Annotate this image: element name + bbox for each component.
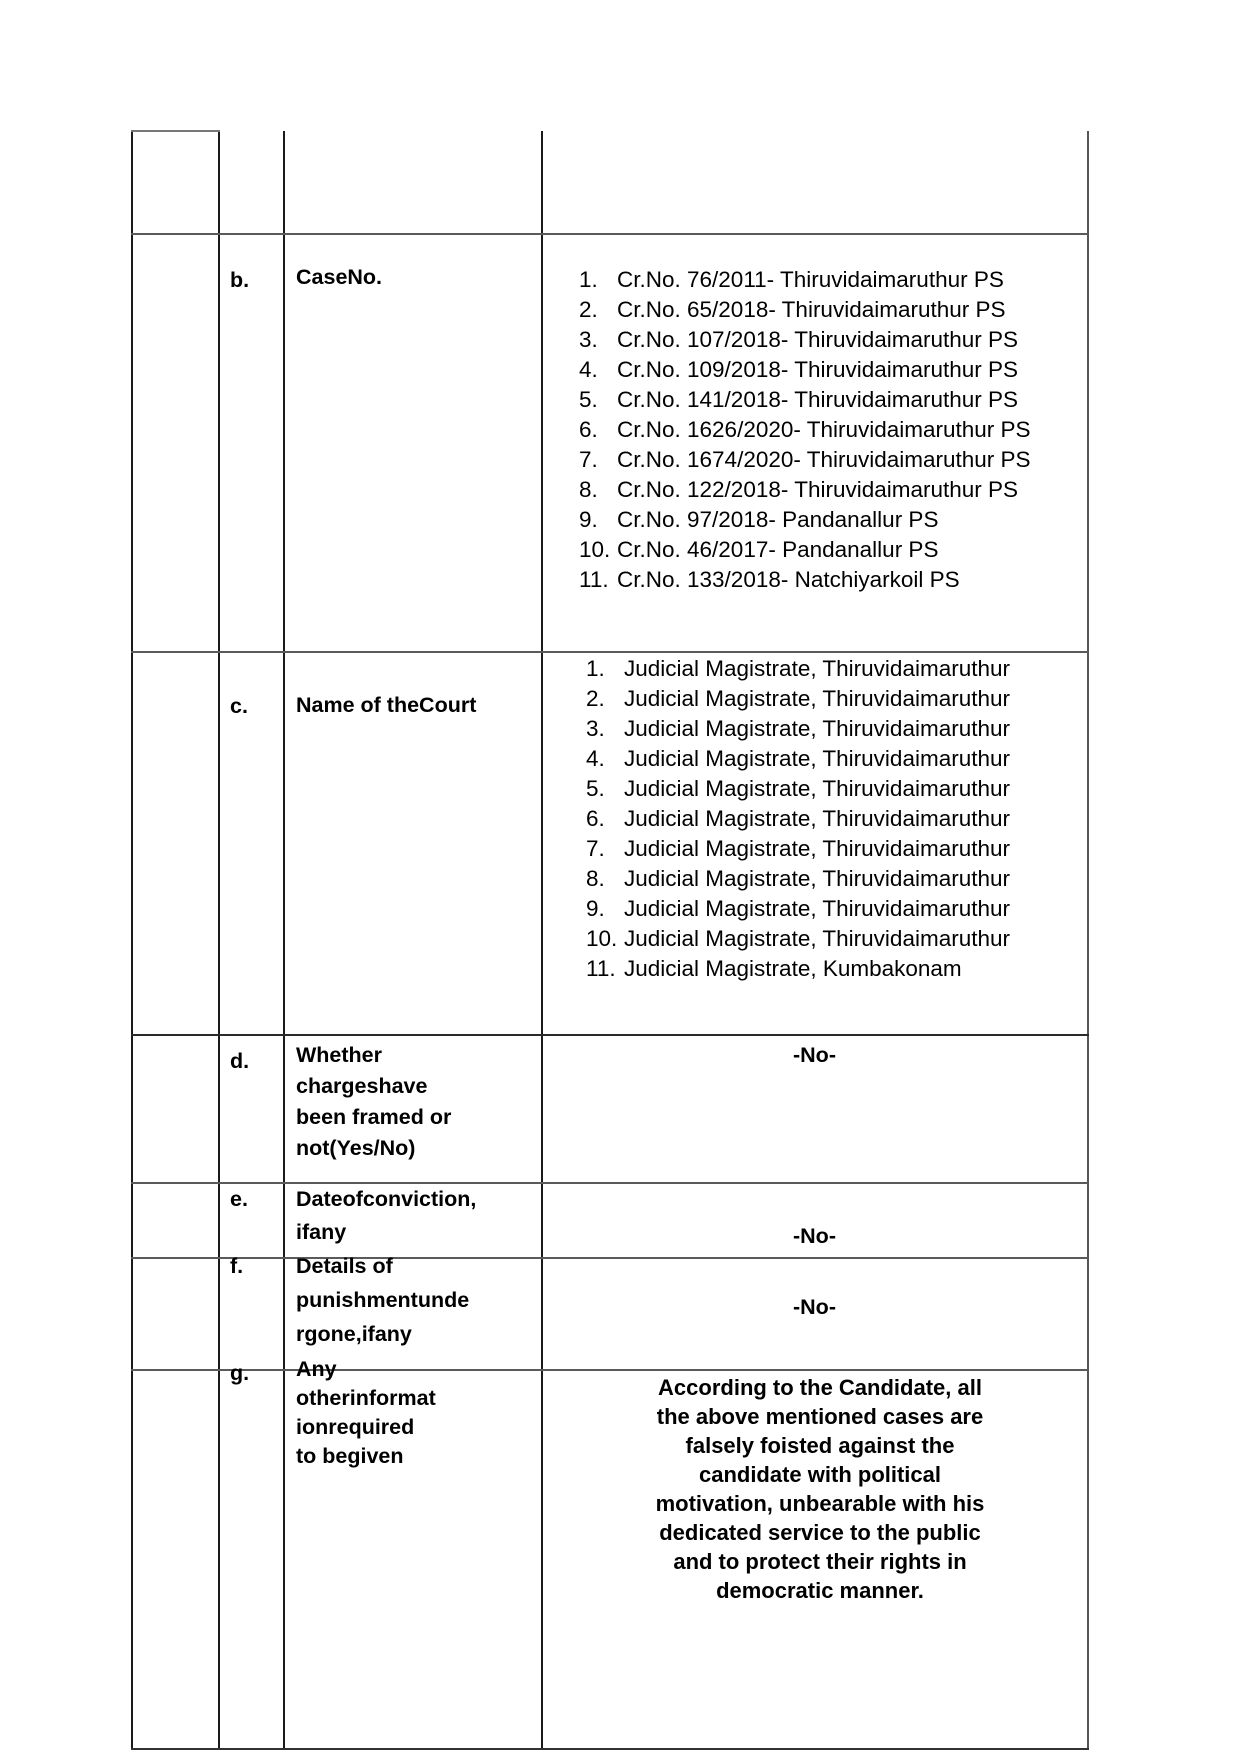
list-text: Judicial Magistrate, Thiruvidaimaruthur xyxy=(624,716,1010,741)
label-line: Any xyxy=(296,1357,337,1381)
row-border-de xyxy=(131,1182,1089,1184)
label-line: otherinformat xyxy=(296,1386,436,1410)
list-number: 9. xyxy=(579,507,598,532)
list-text: Judicial Magistrate, Thiruvidaimaruthur xyxy=(624,746,1010,771)
case-number-item xyxy=(579,415,1031,445)
list-text: Cr.No. 141/2018- Thiruvidaimaruthur PS xyxy=(617,387,1019,412)
court-name-item xyxy=(586,924,1010,954)
list-number: 6. xyxy=(586,806,605,831)
case-number-item xyxy=(579,295,1031,325)
row-border-top xyxy=(131,130,220,132)
label-line: Dateofconviction, xyxy=(296,1187,477,1211)
list-text: Judicial Magistrate, Thiruvidaimaruthur xyxy=(624,686,1010,711)
row-e-sno: e. xyxy=(230,1187,248,1211)
remark-line: According to the Candidate, all xyxy=(658,1375,982,1400)
list-text: Judicial Magistrate, Thiruvidaimaruthur xyxy=(624,926,1010,951)
list-text: Cr.No. 133/2018- Natchiyarkoil PS xyxy=(617,567,960,592)
row-g-label xyxy=(296,1355,436,1471)
list-text: Cr.No. 97/2018- Pandanallur PS xyxy=(617,507,939,532)
list-text: Judicial Magistrate, Thiruvidaimaruthur xyxy=(624,836,1010,861)
label-line: Whether xyxy=(296,1043,382,1067)
list-number: 1. xyxy=(586,656,605,681)
list-number: 3. xyxy=(586,716,605,741)
case-number-item xyxy=(579,325,1031,355)
remark-line: dedicated service to the public xyxy=(659,1520,981,1545)
court-name-item xyxy=(586,744,1010,774)
row-b-label: CaseNo. xyxy=(296,265,383,289)
list-number: 9. xyxy=(586,896,605,921)
list-number: 7. xyxy=(586,836,605,861)
list-text: Cr.No. 76/2011- Thiruvidaimaruthur PS xyxy=(617,267,1004,292)
row-f-value: -No- xyxy=(793,1295,836,1319)
court-name-item xyxy=(586,654,1010,684)
row-f-sno: f. xyxy=(230,1254,244,1278)
list-number: 5. xyxy=(579,387,598,412)
label-line: been framed or xyxy=(296,1105,452,1129)
remark-line: motivation, unbearable with his xyxy=(655,1491,985,1516)
list-text: Judicial Magistrate, Thiruvidaimaruthur xyxy=(624,806,1010,831)
row-border-cd xyxy=(131,1034,1089,1036)
list-number: 8. xyxy=(586,866,605,891)
list-number: 4. xyxy=(579,357,598,382)
list-number: 8. xyxy=(579,477,598,502)
label-line: punishmentunde xyxy=(296,1288,470,1312)
label-line: ifany xyxy=(296,1220,347,1244)
row-border-ef xyxy=(131,1257,1089,1259)
row-border-ab xyxy=(131,233,1089,235)
court-name-item xyxy=(586,894,1010,924)
row-d-value: -No- xyxy=(793,1043,836,1067)
row-g-sno: g. xyxy=(230,1361,250,1385)
list-number: 4. xyxy=(586,746,605,771)
col-border-4 xyxy=(541,131,543,1750)
label-line: to begiven xyxy=(296,1444,404,1468)
label-line: Details of xyxy=(296,1254,393,1278)
list-text: Cr.No. 1626/2020- Thiruvidaimaruthur PS xyxy=(617,417,1031,442)
case-number-item xyxy=(579,535,1031,565)
case-number-item xyxy=(579,385,1031,415)
court-name-item xyxy=(586,774,1010,804)
label-line: chargeshave xyxy=(296,1074,428,1098)
row-e-label xyxy=(296,1183,476,1249)
remark-line: falsely foisted against the xyxy=(685,1433,955,1458)
list-number: 6. xyxy=(579,417,598,442)
row-c-label: Name of theCourt xyxy=(296,693,477,717)
col-border-2 xyxy=(218,131,220,1750)
list-text: Judicial Magistrate, Thiruvidaimaruthur xyxy=(624,866,1010,891)
label-line: not(Yes/No) xyxy=(296,1136,416,1160)
list-number: 2. xyxy=(586,686,605,711)
court-name-item xyxy=(586,684,1010,714)
court-name-item xyxy=(586,804,1010,834)
list-number: 10. xyxy=(586,926,618,951)
col-border-1 xyxy=(131,131,133,1750)
label-line: ionrequired xyxy=(296,1415,415,1439)
row-d-label xyxy=(296,1040,451,1164)
list-number: 11. xyxy=(586,956,616,981)
case-number-item xyxy=(579,565,1031,595)
case-number-item xyxy=(579,265,1031,295)
label-line: rgone,ifany xyxy=(296,1322,412,1346)
list-number: 1. xyxy=(579,267,598,292)
list-text: Cr.No. 46/2017- Pandanallur PS xyxy=(617,537,939,562)
list-text: Cr.No. 107/2018- Thiruvidaimaruthur PS xyxy=(617,327,1019,352)
court-name-item xyxy=(586,834,1010,864)
list-text: Judicial Magistrate, Thiruvidaimaruthur xyxy=(624,776,1010,801)
list-text: Cr.No. 1674/2020- Thiruvidaimaruthur PS xyxy=(617,447,1031,472)
row-border-bottom xyxy=(131,1748,1089,1750)
list-number: 7. xyxy=(579,447,598,472)
remark-line: democratic manner. xyxy=(716,1578,924,1603)
remark-line: and to protect their rights in xyxy=(673,1549,967,1574)
list-number: 10. xyxy=(579,537,611,562)
court-name-list xyxy=(586,654,1010,984)
case-number-item xyxy=(579,355,1031,385)
remark-line: the above mentioned cases are xyxy=(656,1404,984,1429)
court-name-item xyxy=(586,864,1010,894)
case-number-item xyxy=(579,505,1031,535)
list-number: 11. xyxy=(579,567,609,592)
row-border-fg xyxy=(131,1369,1089,1371)
list-text: Cr.No. 65/2018- Thiruvidaimaruthur PS xyxy=(617,297,1006,322)
list-text: Cr.No. 109/2018- Thiruvidaimaruthur PS xyxy=(617,357,1019,382)
row-g-remark xyxy=(600,1373,1040,1605)
row-c-sno: c. xyxy=(230,694,248,718)
case-number-item xyxy=(579,475,1031,505)
list-number: 5. xyxy=(586,776,605,801)
row-e-value: -No- xyxy=(793,1224,836,1248)
case-number-item xyxy=(579,445,1031,475)
case-number-list xyxy=(579,265,1031,595)
col-border-3 xyxy=(283,131,285,1750)
list-text: Cr.No. 122/2018- Thiruvidaimaruthur PS xyxy=(617,477,1019,502)
remark-line: candidate with political xyxy=(698,1462,942,1487)
list-text: Judicial Magistrate, Kumbakonam xyxy=(624,956,962,981)
row-b-sno: b. xyxy=(230,268,250,292)
list-text: Judicial Magistrate, Thiruvidaimaruthur xyxy=(624,896,1010,921)
court-name-item xyxy=(586,714,1010,744)
col-border-5 xyxy=(1087,131,1089,1750)
list-number: 3. xyxy=(579,327,598,352)
row-d-sno: d. xyxy=(230,1049,250,1073)
list-number: 2. xyxy=(579,297,598,322)
row-border-bc xyxy=(131,651,1089,653)
row-f-label xyxy=(296,1249,469,1351)
list-text: Judicial Magistrate, Thiruvidaimaruthur xyxy=(624,656,1010,681)
court-name-item xyxy=(586,954,1010,984)
